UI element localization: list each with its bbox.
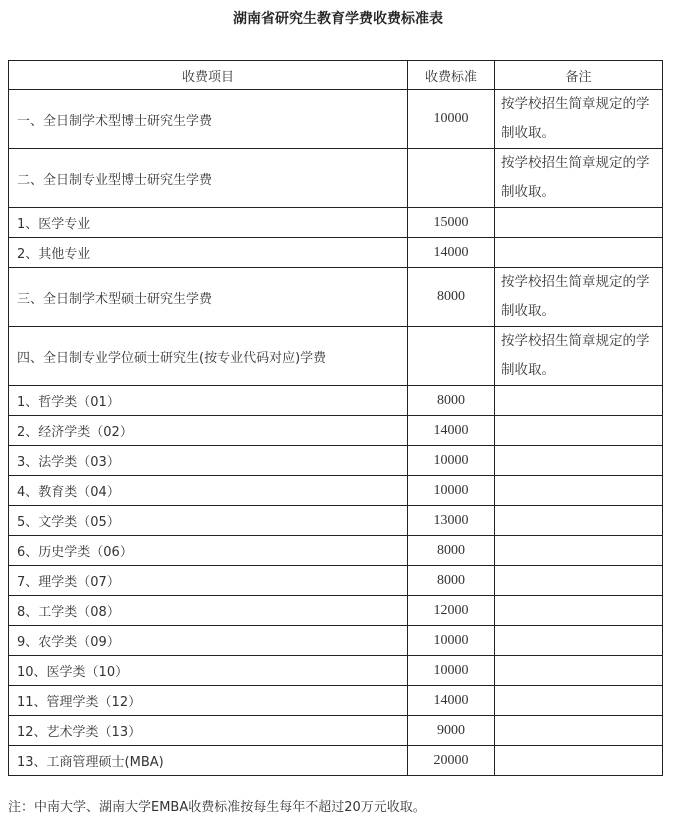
row-note [495, 716, 663, 746]
row-fee: 8000 [408, 268, 495, 327]
row-note [495, 656, 663, 686]
footnote: 注：中南大学、湖南大学EMBA收费标准按每生每年不超过20万元收取。 [8, 800, 426, 815]
row-item: 2、其他专业 [9, 238, 408, 268]
row-fee: 14000 [408, 416, 495, 446]
table-row [9, 566, 663, 596]
row-item: 三、全日制学术型硕士研究生学费 [9, 268, 408, 327]
row-note: 按学校招生简章规定的学制收取。 [495, 90, 663, 149]
row-item: 1、哲学类（01） [9, 386, 408, 416]
table-row [9, 476, 663, 506]
row-item: 12、艺术学类（13） [9, 716, 408, 746]
row-item: 11、管理学类（12） [9, 686, 408, 716]
row-fee [408, 149, 495, 208]
row-note [495, 596, 663, 626]
row-note [495, 386, 663, 416]
row-fee: 10000 [408, 656, 495, 686]
row-note [495, 446, 663, 476]
table-row [9, 686, 663, 716]
row-fee: 10000 [408, 90, 495, 149]
table-row [9, 446, 663, 476]
row-note: 按学校招生简章规定的学制收取。 [495, 327, 663, 386]
table-row [9, 716, 663, 746]
table-row [9, 90, 663, 149]
row-item: 二、全日制专业型博士研究生学费 [9, 149, 408, 208]
row-item: 一、全日制学术型博士研究生学费 [9, 90, 408, 149]
table-row [9, 386, 663, 416]
row-note [495, 208, 663, 238]
row-item: 四、全日制专业学位硕士研究生(按专业代码对应)学费 [9, 327, 408, 386]
row-note [495, 536, 663, 566]
row-fee: 13000 [408, 506, 495, 536]
row-fee: 10000 [408, 476, 495, 506]
table-row [9, 238, 663, 268]
row-fee: 10000 [408, 626, 495, 656]
row-item: 13、工商管理硕士(MBA) [9, 746, 408, 776]
row-note [495, 566, 663, 596]
row-item: 3、法学类（03） [9, 446, 408, 476]
header-fee: 收费标准 [408, 61, 495, 90]
row-item: 5、文学类（05） [9, 506, 408, 536]
row-note [495, 416, 663, 446]
row-fee: 10000 [408, 446, 495, 476]
row-fee: 14000 [408, 238, 495, 268]
table-header-row [9, 61, 663, 90]
row-item: 10、医学类（10） [9, 656, 408, 686]
row-note: 按学校招生简章规定的学制收取。 [495, 149, 663, 208]
row-fee: 14000 [408, 686, 495, 716]
table-row [9, 746, 663, 776]
row-item: 9、农学类（09） [9, 626, 408, 656]
row-item: 2、经济学类（02） [9, 416, 408, 446]
table-row [9, 327, 663, 386]
row-item: 4、教育类（04） [9, 476, 408, 506]
row-item: 6、历史学类（06） [9, 536, 408, 566]
table-row [9, 536, 663, 566]
fee-table [8, 60, 663, 776]
row-note [495, 626, 663, 656]
table-row [9, 506, 663, 536]
row-item: 1、医学专业 [9, 208, 408, 238]
table-row [9, 626, 663, 656]
row-fee: 12000 [408, 596, 495, 626]
row-note [495, 506, 663, 536]
table-row [9, 208, 663, 238]
table-row [9, 416, 663, 446]
row-fee: 9000 [408, 716, 495, 746]
row-fee: 15000 [408, 208, 495, 238]
row-fee: 8000 [408, 566, 495, 596]
table-row [9, 149, 663, 208]
table-row [9, 656, 663, 686]
row-fee: 8000 [408, 536, 495, 566]
header-note: 备注 [495, 61, 663, 90]
table-row [9, 596, 663, 626]
row-note [495, 238, 663, 268]
header-item: 收费项目 [9, 61, 408, 90]
page-title: 湖南省研究生教育学费收费标准表 [233, 11, 443, 27]
row-note [495, 686, 663, 716]
row-item: 7、理学类（07） [9, 566, 408, 596]
row-note [495, 476, 663, 506]
row-fee [408, 327, 495, 386]
row-note [495, 746, 663, 776]
row-item: 8、工学类（08） [9, 596, 408, 626]
row-fee: 20000 [408, 746, 495, 776]
table-row [9, 268, 663, 327]
row-fee: 8000 [408, 386, 495, 416]
row-note: 按学校招生简章规定的学制收取。 [495, 268, 663, 327]
